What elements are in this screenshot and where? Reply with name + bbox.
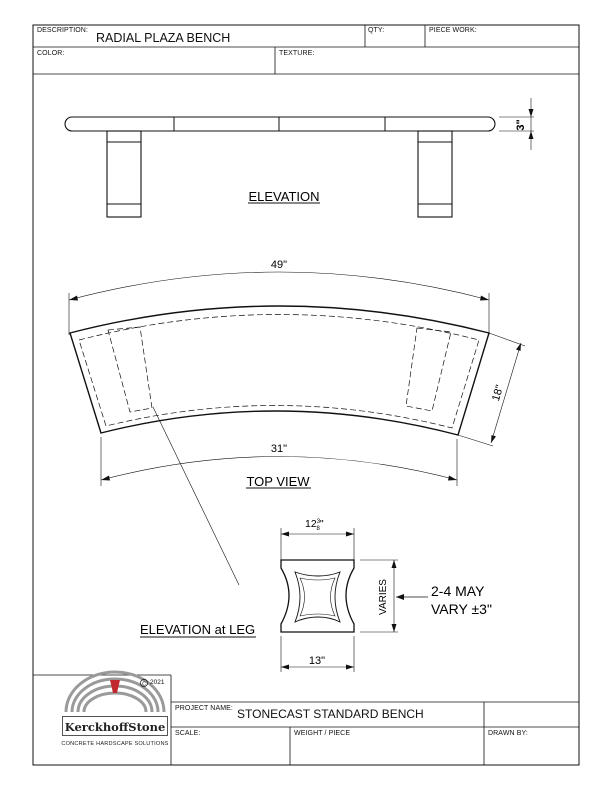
top-view-title: TOP VIEW bbox=[246, 474, 310, 489]
project-name-value: STONECAST STANDARD BENCH bbox=[237, 707, 424, 721]
qty-label: QTY: bbox=[368, 27, 385, 34]
note-line-1: 2-4 MAY bbox=[431, 583, 485, 599]
copyright-symbol: C bbox=[142, 681, 146, 688]
scale-label: SCALE: bbox=[175, 730, 201, 737]
color-label: COLOR: bbox=[37, 50, 65, 57]
leg-height-label: VARIES bbox=[378, 579, 389, 615]
leg-bottom-width-label: 13" bbox=[308, 655, 326, 667]
depth-label: 18" bbox=[490, 383, 507, 403]
weight-label: WEIGHT / PIECE bbox=[294, 730, 351, 737]
elevation-thickness-label: 3" bbox=[515, 119, 527, 131]
texture-label: TEXTURE: bbox=[279, 50, 315, 57]
description-label: DESCRIPTION: bbox=[37, 27, 88, 34]
leg-title: ELEVATION at LEG bbox=[140, 622, 256, 637]
description-value: RADIAL PLAZA BENCH bbox=[96, 31, 231, 45]
company-logo bbox=[66, 672, 164, 712]
note-line-2: VARY ±3" bbox=[431, 601, 492, 617]
piece-work-label: PIECE WORK: bbox=[429, 27, 477, 34]
copyright-year: 2021 bbox=[150, 679, 165, 686]
company-tagline: CONCRETE HARDSCAPE SOLUTIONS bbox=[61, 741, 169, 747]
outer-length-label: 49" bbox=[270, 259, 288, 271]
leg-top-width-label: $12^3$ 8" bbox=[305, 518, 324, 532]
leg-elevation-view bbox=[281, 528, 428, 672]
top-view bbox=[69, 272, 525, 585]
company-name: KerckhoffStone bbox=[62, 716, 168, 736]
drawn-by-label: DRAWN BY: bbox=[488, 730, 528, 737]
project-name-label: PROJECT NAME: bbox=[175, 705, 233, 712]
inner-length-label: 31" bbox=[270, 443, 288, 455]
elevation-title: ELEVATION bbox=[248, 189, 320, 204]
